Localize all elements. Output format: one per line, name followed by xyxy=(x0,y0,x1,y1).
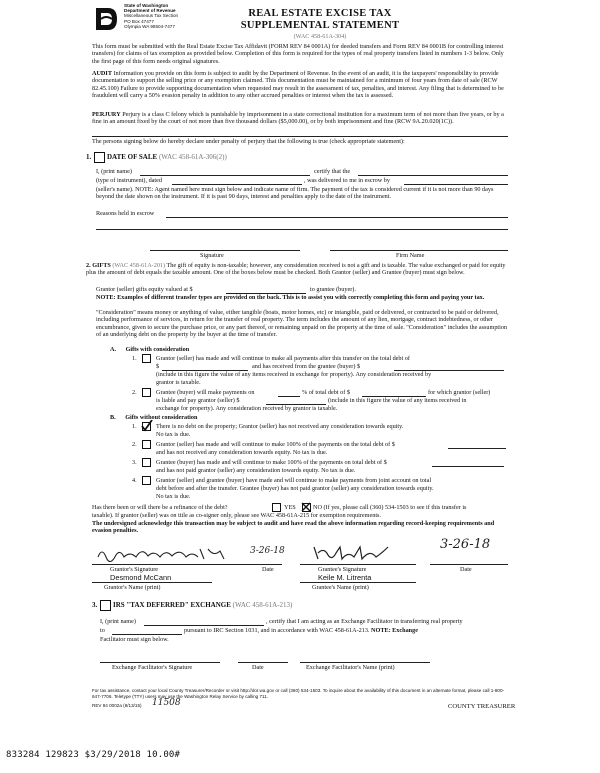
refinance-question: Has there been or will there be a refinance of the debt? xyxy=(92,504,228,511)
a2-line1a: Grantee (buyer) will make payments on xyxy=(156,389,255,396)
audit-paragraph xyxy=(92,70,508,100)
facilitator-printname-line[interactable] xyxy=(300,662,430,663)
facilitator-name-line[interactable] xyxy=(144,625,264,626)
grantor-signature xyxy=(96,545,246,566)
section2-num: 2. xyxy=(86,262,91,269)
agency-line: Olympia WA 98504-7477 xyxy=(124,23,175,29)
section3-wac: (WAC 458-61A-213) xyxy=(232,601,293,609)
acknowledgement: The undersigned acknowledge this transaction may be subject to audit and have read the above information regarding record-keeping requirements and evasion penalties. xyxy=(92,520,495,535)
section3-irc: pursuant to IRC Section 1031, and in accordance with WAC 458-61A-213. xyxy=(184,627,370,634)
declare-text: The persons signing below do hereby declare under penalty of perjury that the following is true (check appropriate statement): xyxy=(92,138,405,145)
seller-line[interactable] xyxy=(404,184,508,185)
section2-title: GIFTS xyxy=(92,262,111,269)
facilitator-date-label: Date xyxy=(252,664,264,671)
section1-wac: (WAC 458-61A-306(2)) xyxy=(158,153,227,161)
reasons-line-2[interactable] xyxy=(96,229,508,230)
tax-assistance: For tax assistance, contact your local County Treasurer/Recorder or visit http://dor.wa.gov or call (360) 534-1503. To inquire about the availability of this document in an alternate format, please call 1-800-647-7706. Teletype (TTY) users may use the Washington Relay Service by calling 711. xyxy=(92,688,505,699)
a1-checkbox[interactable] xyxy=(142,354,151,363)
a-title: Gifts with consideration xyxy=(125,346,190,353)
section3-note: NOTE: Exchange xyxy=(371,627,418,634)
grantee-print-name: Keile M. Litrenta xyxy=(318,573,372,582)
grantee-signature-line[interactable] xyxy=(300,564,416,565)
section2-intro xyxy=(86,262,508,277)
consideration-definition: "Consideration" means money or anything of value, either tangible (boats, motor homes, etc) or intangible, paid or delivered, or contracted to be paid or delivered, including performance of services, in return for the transfer of real property. The term includes the amount of any lien, mortgage, contract indebtedness, or other encumbrance, given to secure the purchase price, or any part thereof, or remaining unpaid on the property at the time of sale. "Consideration" includes the assumption of an underlying debt on the property by the buyer at the time of transfer. xyxy=(96,309,508,339)
dated-line[interactable] xyxy=(172,184,302,185)
section1-signature-label: Signature xyxy=(200,252,224,259)
a2-line1b: % of total debt of $ xyxy=(302,389,350,396)
b3-line1: Grantee (buyer) has made and will continue to make 100% of the payments on total debt of $ xyxy=(156,459,387,466)
form-title: REAL ESTATE EXCISE TAX xyxy=(248,8,392,19)
section1-heading xyxy=(107,154,227,161)
firm-name-line[interactable] xyxy=(330,250,508,251)
refinance-yes-label: YES xyxy=(284,504,296,511)
a-label: A. xyxy=(110,346,117,353)
grantor-signature-label: Grantor's Signature xyxy=(110,566,159,573)
section2-note: NOTE: Examples of different transfer types are provided on the back. This is to assist you with correctly completing this form and paying your tax. xyxy=(96,294,485,301)
b4-line1: Grantor (seller) and grantee (buyer) have made and will continue to make payments from joint account on total xyxy=(156,477,432,484)
a1-line2a: $ xyxy=(156,363,160,370)
handwritten-number: 11508 xyxy=(152,698,181,708)
b1-line2: No tax is due. xyxy=(156,431,191,438)
equity-line-b: to grantee (buyer). xyxy=(310,286,356,293)
section1-title: DATE OF SALE xyxy=(107,153,158,161)
a2-num: 2. xyxy=(132,389,137,396)
grantee-signature-image xyxy=(310,543,410,563)
transferee-line[interactable] xyxy=(112,634,182,635)
grantor-signature-line[interactable] xyxy=(92,564,282,565)
equity-line-a: Grantor (seller) gifts equity valued at $ xyxy=(96,286,193,293)
print-name-line[interactable] xyxy=(140,175,310,176)
instrument-line[interactable] xyxy=(358,175,508,176)
perjury-label: PERJURY xyxy=(92,111,121,118)
section1-line1a: I, (print name) xyxy=(96,168,132,175)
agency-line: Miscellaneous Tax Section xyxy=(124,13,179,19)
refinance-line2: taxable). If grantor (seller) was on title as co-signer only, please see WAC 458-61A-215 for exemption requirements. xyxy=(92,512,382,519)
a1-line4: grantor is taxable. xyxy=(156,379,201,386)
gifts-without-consideration-heading xyxy=(110,414,197,421)
section3-heading xyxy=(113,602,292,609)
a2-line1c: for which grantor (seller) xyxy=(428,389,491,396)
b2-line2: and has not received any consideration towards equity. No tax is due. xyxy=(156,449,328,456)
facilitator-signature-line[interactable] xyxy=(100,662,220,663)
section1-reasons: Reasons held in escrow xyxy=(96,210,155,217)
section1-checkbox[interactable] xyxy=(94,152,105,163)
refinance-no-label: NO (If yes, please call (360) 534-1503 to see if this transfer is xyxy=(313,504,467,511)
section3-checkbox[interactable] xyxy=(100,600,111,611)
section1-line1b: certify that the xyxy=(314,168,351,175)
county-treasurer: COUNTY TREASURER xyxy=(448,703,516,710)
a1-line2b: and has received from the grantee (buyer) $ xyxy=(252,363,361,370)
grantee-date-label: Date xyxy=(460,566,472,573)
section2-p1: The gift of equity is non-taxable; however, any consideration received is not a gift and is taxable. The value exchanged or paid for equity plus the amount of debt equals the taxable amount. One of the boxes below must be checked. Both Grantor (seller) and Grantee (buyer) must sign below. xyxy=(86,262,506,277)
grantee-date-line[interactable] xyxy=(430,564,508,565)
intro-paragraph: This form must be submitted with the Real Estate Excise Tax Affidavit (FORM REV 84 0001A) for deeded transfers and Form REV 84 0001B for controlling interest transfers) for claims of tax exemption as provided below. Completion of this form is required for the types of real property transfers listed in numbers 1-3 below. Only the first page of this form needs original signatures. xyxy=(92,43,504,65)
section1-paragraph: (seller's name). NOTE: Agent named here must sign below and indicate name of firm. The payment of the tax is considered current if it is not more than 90 days beyond the date shown on the instrument. If it is past 90 days, interest and penalties apply to the date of the instrument. xyxy=(96,186,494,201)
form-number: REV 84 0002a (8/13/15) xyxy=(92,703,142,708)
section1-firm-label: Firm Name xyxy=(396,252,425,259)
grantor-name-label: Grantor's Name (print) xyxy=(104,584,161,591)
a1-line3: (include in this figure the value of any items received in exchange for property). Any consideration received by xyxy=(156,371,432,378)
dor-logo-icon xyxy=(92,4,120,34)
section1-line2a: (type of instrument), dated xyxy=(96,177,162,184)
checkmark-icon xyxy=(141,420,153,432)
perjury-text: Perjury is a class C felony which is punishable by imprisonment in a state correctional institution for a maximum term of not more than five years, or by a fine in an amount fixed by the court of not more than five thousand dollars ($5,000.00), or by both imprisonment and fine (RCW 9A.20.020(1C)). xyxy=(92,111,504,126)
a2-checkbox[interactable] xyxy=(142,388,151,397)
x-mark-icon xyxy=(301,502,311,512)
b3-debt-line[interactable] xyxy=(432,466,504,467)
b4-checkbox[interactable] xyxy=(142,476,151,485)
b3-num: 3. xyxy=(132,459,137,466)
b1-checkbox[interactable] xyxy=(142,422,151,431)
agency-line: State of Washington xyxy=(124,3,169,8)
perjury-paragraph xyxy=(92,111,508,126)
section1-num: 1. xyxy=(86,153,92,161)
refinance-yes-checkbox[interactable] xyxy=(272,503,281,512)
b3-checkbox[interactable] xyxy=(142,458,151,467)
b-label: B. xyxy=(110,414,116,421)
facilitator-signature-label: Exchange Facilitator's Signature xyxy=(112,664,193,671)
agency-line: Department of Revenue xyxy=(124,8,176,14)
b2-num: 2. xyxy=(132,441,137,448)
section3-line1b: , certify that I am acting as an Exchange Facilitator in transferring real property xyxy=(266,618,463,625)
grantor-signature-date: 3-26-18 xyxy=(250,546,285,556)
b2-checkbox[interactable] xyxy=(142,440,151,449)
b4-num: 4. xyxy=(132,477,137,484)
a2-line2a: is liable and pay grantor (seller) $ xyxy=(156,397,240,404)
grantee-name-label: Grantee's Name (print) xyxy=(312,584,369,591)
b2-debt-line[interactable] xyxy=(448,448,506,449)
facilitator-date-line[interactable] xyxy=(238,662,288,663)
refinance-no-checkbox[interactable] xyxy=(302,503,311,512)
b1-num: 1. xyxy=(132,423,137,430)
reasons-line[interactable] xyxy=(166,217,508,218)
a2-line3: exchange for property). Any consideration received by grantor is taxable. xyxy=(156,405,338,412)
section2-wac: (WAC 458-61A-201) xyxy=(112,262,166,269)
section3-line1a: I, (print name) xyxy=(100,618,136,625)
agent-signature-line[interactable] xyxy=(150,250,300,251)
b2-line1: Grantor (seller) has made and will continue to make 100% of the payments on the total debt of $ xyxy=(156,441,395,448)
section3-line3: Facilitator must sign below. xyxy=(100,636,169,643)
grantor-signature-image xyxy=(96,545,246,563)
b1-line1: There is no debt on the property; Grantor (seller) has not received any consideration towards equity. xyxy=(156,423,404,430)
recording-stamp: 833284 129823 $3/29/2018 10.00# xyxy=(6,750,181,760)
b3-line2: and has not paid grantor (seller) any consideration towards equity. No tax is due. xyxy=(156,467,356,474)
grantor-name-line[interactable] xyxy=(92,582,212,583)
grantee-signature xyxy=(310,543,410,566)
gifts-with-consideration-heading xyxy=(110,346,189,353)
section3-line2a: to xyxy=(100,627,105,634)
header-wac: (WAC 458-61A-304) xyxy=(293,33,347,40)
grantee-signature-label: Grantee's Signature xyxy=(318,566,367,573)
grantee-name-line[interactable] xyxy=(300,582,416,583)
a1-num: 1. xyxy=(132,355,137,362)
grantee-signature-date: 3-26-18 xyxy=(440,537,491,552)
agency-line: PO Box 47477 xyxy=(124,18,154,24)
divider xyxy=(92,136,508,137)
section3-title: IRS "TAX DEFERRED" EXCHANGE xyxy=(113,601,231,609)
a2-line2b: (include in this figure the value of any items received in xyxy=(328,397,467,404)
facilitator-name-label: Exchange Facilitator's Name (print) xyxy=(306,664,395,671)
grantor-date-label: Date xyxy=(262,566,274,573)
section3-line2b xyxy=(184,627,418,634)
a2-percent-line[interactable] xyxy=(278,396,300,397)
audit-text: Information you provide on this form is subject to audit by the Department of Revenue. In the event of an audit, it is the taxpayers' responsibility to provide documentation to support the selling price or any exemption claimed. This documentation must be maintained for a minimum of four years from date of sale (RCW 82.45.100) Failure to provide supporting documentation when requested may result in the assessment of tax, penalties, and interest. Any filing that is determined to be fraudulent will carry a 50% evasion penalty in addition to any other accrued penalties or interest when the tax is assessed. xyxy=(92,70,504,100)
grantor-print-name: Desmond McCann xyxy=(110,573,172,582)
section1-line2b: , was delivered to me in escrow by xyxy=(304,177,390,184)
form-subtitle: SUPPLEMENTAL STATEMENT xyxy=(240,20,400,31)
section3-num: 3. xyxy=(92,601,98,609)
b4-line2: debt before and after the transfer. Grantee (buyer) has not paid grantor (seller) any consideration towards equity. xyxy=(156,485,434,492)
audit-label: AUDIT xyxy=(92,70,112,77)
a1-line1: Grantor (seller) has made and will continue to make all payments after this transfer on the total debt of xyxy=(156,355,410,362)
b4-line3: No tax is due. xyxy=(156,493,191,500)
b-title: Gifts without consideration xyxy=(125,414,198,421)
agency-block xyxy=(124,3,178,29)
dor-logo xyxy=(92,4,120,34)
